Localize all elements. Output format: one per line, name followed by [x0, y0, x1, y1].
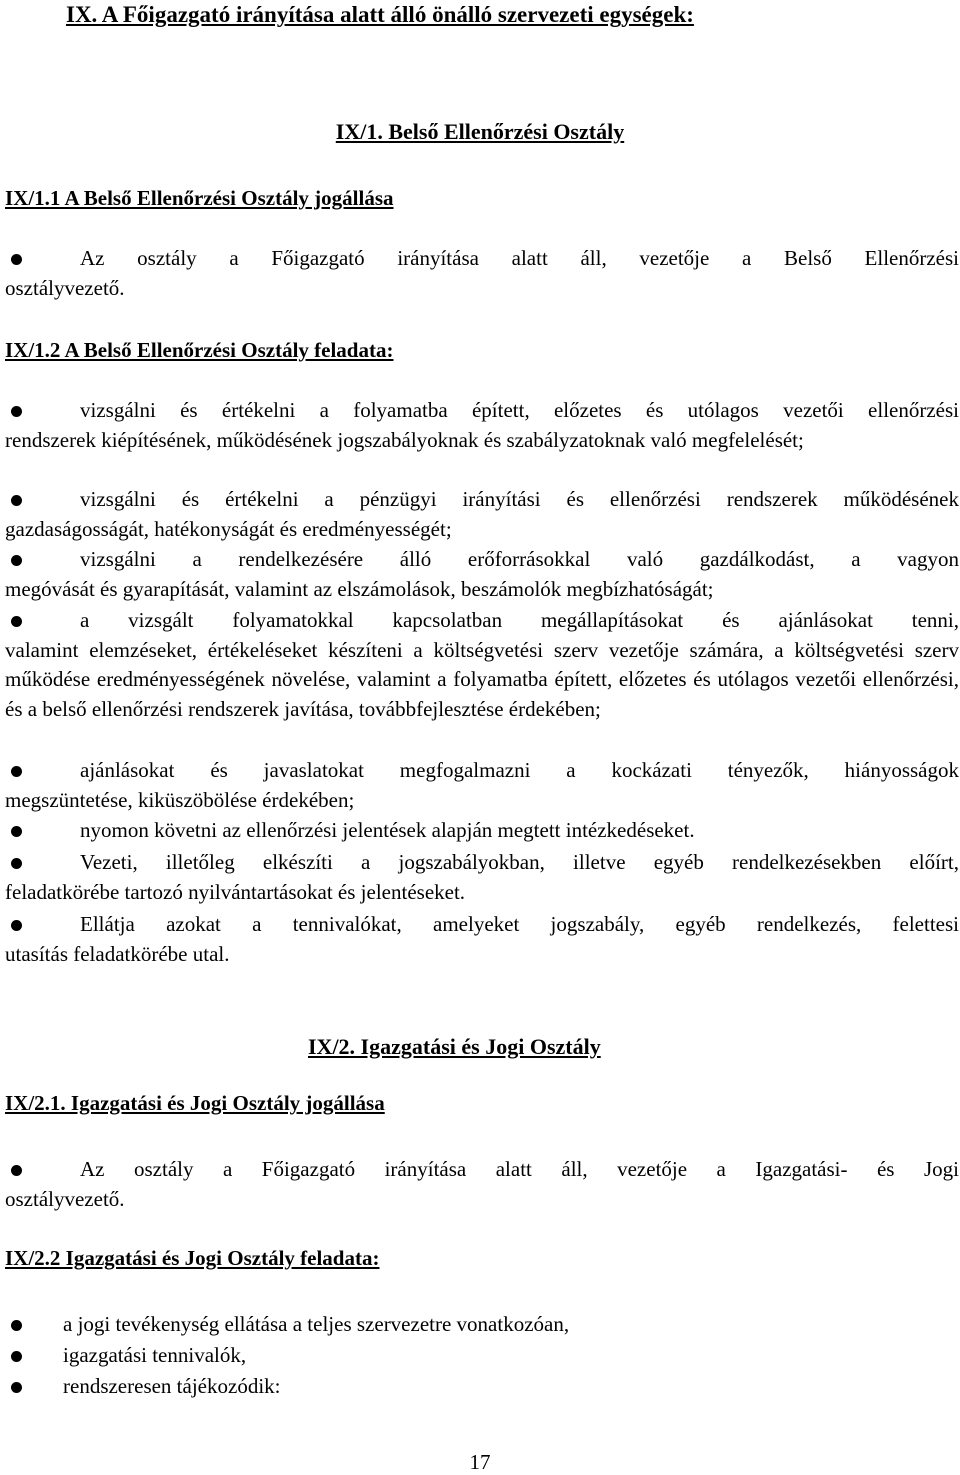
subheading-ix1-2: IX/1.2 A Belső Ellenőrzési Osztály feladata: — [5, 338, 394, 362]
paragraph-line: Az osztály a Főigazgató irányítása alatt áll, vezetője a Igazgatási- és Jogi — [80, 1157, 959, 1181]
section-heading-ix1: IX/1. Belső Ellenőrzési Osztály — [335, 119, 625, 144]
list-item: a vizsgált folyamatokkal kapcsolatban megállapításokat és ajánlásokat tenni, valamint elemzéseket, értékeléseket készíteni a költségvetési szerv vezetője számára, a költségvetési szerv működése eredményességének növelése, valamint a folyamatba épített, előzetes és utólagos vezetői ellenőrzési, és a belső ellenőrzési rendszerek javítása, továbbfejlesztése érdekében; — [5, 608, 959, 722]
list-item: vizsgálni és értékelni a folyamatba épített, előzetes és utólagos vezetői ellenőrzési rendszerek kiépítésének, működésének jogszabályoknak és szabályzatoknak való megfelelését; — [5, 398, 959, 452]
paragraph-line: osztályvezető. — [5, 275, 125, 300]
page-title: IX. A Főigazgató irányítása alatt álló önálló szervezeti egységek: — [66, 2, 694, 27]
list-item: a jogi tevékenység ellátása a teljes szervezetre vonatkozóan, — [63, 1312, 570, 1336]
subheading-ix2-2: IX/2.2 Igazgatási és Jogi Osztály feladata: — [5, 1246, 380, 1270]
list-item: Vezeti, illetőleg elkészíti a jogszabályokban, illetve egyéb rendelkezésekben előírt, feladatkörébe tartozó nyilvántartásokat és jelentéseket. — [5, 850, 959, 904]
paragraph-line: osztályvezető. — [5, 1186, 125, 1211]
list-item: vizsgálni a rendelkezésére álló erőforrásokkal való gazdálkodást, a vagyon megóvását és gyarapítását, valamint az elszámolások, beszámolók megbízhatóságát; — [5, 547, 959, 601]
list-item: nyomon követni az ellenőrzési jelentések alapján megtett intézkedéseket. — [80, 818, 695, 842]
list-item: ajánlásokat és javaslatokat megfogalmazni a kockázati tényezők, hiányosságok megszüntetése, kiküszöbölése érdekében; — [5, 758, 959, 812]
paragraph-ix2-1 — [5, 1155, 959, 1214]
list-item: vizsgálni és értékelni a pénzügyi irányítási és ellenőrzési rendszerek működésének gazdaságosságát, hatékonyságát és eredményességét; — [5, 487, 959, 541]
list-item: igazgatási tennivalók, — [63, 1343, 247, 1367]
list-item: Ellátja azokat a tennivalókat, amelyeket jogszabály, egyéb rendelkezés, felettesi utasítás feladatkörébe utal. — [5, 912, 959, 966]
subheading-ix1-1: IX/1.1 A Belső Ellenőrzési Osztály jogállása — [5, 186, 394, 210]
list-item: rendszeresen tájékozódik: — [63, 1374, 281, 1398]
section-heading-ix2: IX/2. Igazgatási és Jogi Osztály — [308, 1034, 601, 1059]
paragraph-ix1-1 — [5, 244, 959, 303]
subheading-ix2-1: IX/2.1. Igazgatási és Jogi Osztály jogállása — [5, 1091, 385, 1115]
paragraph-line: Az osztály a Főigazgató irányítása alatt áll, vezetője a Belső Ellenőrzési — [80, 246, 959, 270]
page-number: 17 — [469, 1450, 491, 1474]
